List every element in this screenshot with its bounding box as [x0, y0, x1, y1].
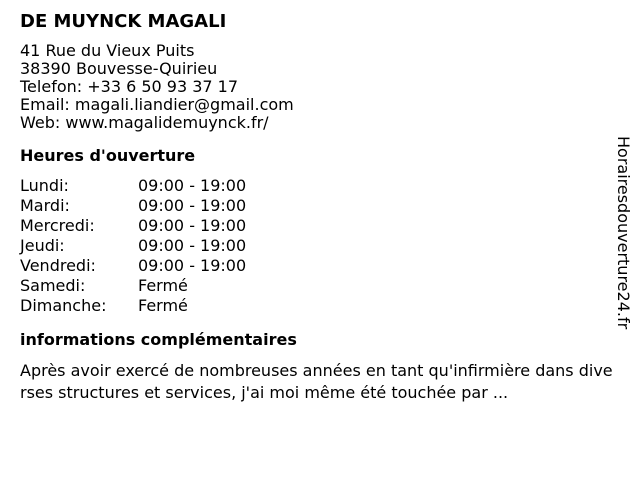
day-label: Mardi:: [20, 196, 70, 215]
opening-hours-table: [20, 176, 610, 316]
additional-info-text: Après avoir exercé de nombreuses années en tant qu'infirmière dans diverses structures et services, j'ai moi même été touchée par ...: [20, 361, 613, 402]
business-card: [20, 10, 613, 404]
hours-row-friday: [20, 256, 610, 276]
business-name: DE MUYNCK MAGALI: [20, 11, 227, 32]
phone-number: Telefon: +33 6 50 93 37 17: [20, 77, 239, 96]
hours-row-monday: [20, 176, 610, 196]
day-label: Samedi:: [20, 276, 86, 295]
day-label: Vendredi:: [20, 256, 96, 275]
day-hours: 09:00 - 19:00: [138, 256, 247, 275]
day-hours: Fermé: [138, 296, 188, 315]
day-label: Jeudi:: [20, 236, 65, 255]
day-hours: Fermé: [138, 276, 188, 295]
day-label: Lundi:: [20, 176, 69, 195]
hours-row-thursday: [20, 236, 610, 256]
day-hours: 09:00 - 19:00: [138, 236, 247, 255]
website: Web: www.magalidemuynck.fr/: [20, 113, 269, 132]
hours-row-saturday: [20, 276, 610, 296]
brand-watermark: Horairesdouverture24.fr: [614, 136, 633, 330]
day-hours: 09:00 - 19:00: [138, 216, 247, 235]
day-hours: 09:00 - 19:00: [138, 196, 247, 215]
email-address: Email: magali.liandier@gmail.com: [20, 95, 294, 114]
day-label: Mercredi:: [20, 216, 95, 235]
opening-hours-heading: Heures d'ouverture: [20, 146, 196, 165]
day-hours: 09:00 - 19:00: [138, 176, 247, 195]
hours-row-wednesday: [20, 216, 610, 236]
address-street: 41 Rue du Vieux Puits: [20, 41, 195, 60]
additional-info-heading: informations complémentaires: [20, 330, 297, 349]
hours-row-tuesday: [20, 196, 610, 216]
address-city: 38390 Bouvesse-Quirieu: [20, 59, 218, 78]
hours-row-sunday: [20, 296, 610, 316]
day-label: Dimanche:: [20, 296, 107, 315]
